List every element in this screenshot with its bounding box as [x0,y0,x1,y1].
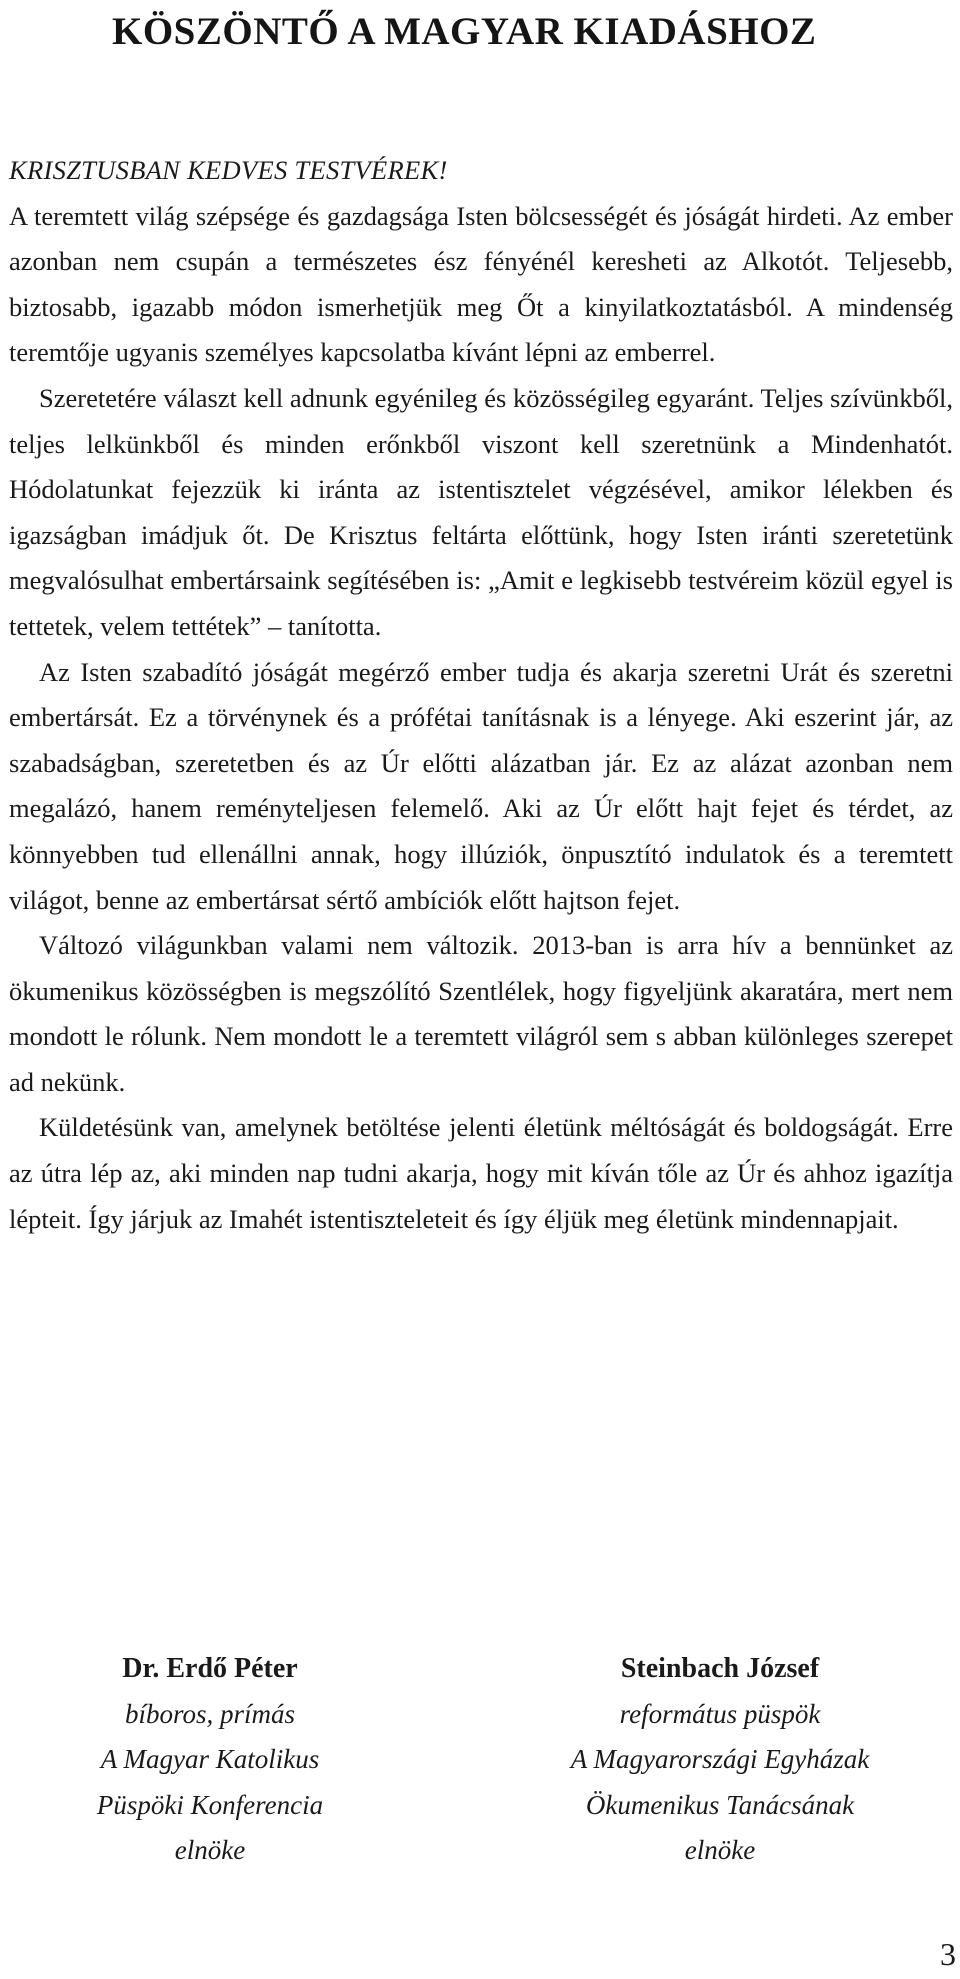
signatures [0,1646,960,1886]
signatory-title: bíboros, prímás [124,1698,296,1729]
paragraph-3: Az Isten szabadító jóságát megérző ember tudja és akarja szeretni Urát és szeretni embertársát. Ez a törvénynek és a prófétai tanításnak is a lényege. Aki eszerint jár, az szabadságban, szeretetben és az Úr előtti alázatban jár. Ez az alázat azonban nem megalázó, hanem reményteljesen felemelő. Aki az Úr előtt hajt fejet és térdet, az könnyebben tud ellenállni annak, hogy illúziók, önpusztító indulatok és a teremtett világot, benne az embertársat sértő ambíciók előtt hajtson fejet. [9,656,953,915]
signatory-title: református püspök [619,1698,821,1729]
signatory-name: Steinbach József [620,1653,820,1684]
paragraph-2: Szeretetére választ kell adnunk egyénileg és közösségileg egyaránt. Teljes szívünkből, teljes lelkünkből és minden erőnkből viszont kell szeretnünk a Mindenhatót. Hódolatunkat fejezzük ki iránta az istentisztelet végzésével, amikor lélekben és igazságban imádjuk őt. De Krisztus feltárta előttünk, hogy Isten iránti szeretetünk megvalósulhat embertársaink segítésében is: „Amit e legkisebb testvéreim közül egyel is tettetek, velem tettétek” – tanította. [9,382,953,641]
signatory-org-line: A Magyar Katolikus [100,1744,320,1774]
body-text [9,148,953,1242]
signature-left [40,1646,380,1874]
paragraph-4: Változó világunkban valami nem változik. 2013-ban is arra hív a bennünket az ökumenikus közösségben is megszólító Szentlélek, hogy figyeljünk akaratára, mert nem mondott le rólunk. Nem mondott le a teremtett világról sem s abban különleges szerepet ad nekünk. [9,930,953,1097]
salutation: KRISZTUSBAN KEDVES TESTVÉREK! [9,155,448,185]
page-number: 3 [940,1936,956,1972]
signature-right [490,1646,950,1874]
signatory-role: elnöke [174,1835,246,1865]
signatory-org-line: A Magyarországi Egyházak [570,1744,870,1774]
paragraph-5: Küldetésünk van, amelynek betöltése jelenti életünk méltóságát és boldogságát. Erre az útra lép az, aki minden nap tudni akarja, hogy mit kíván tőle az Úr és ahhoz igazítja lépteit. Így járjuk az Imahét istentiszteleteit és így éljük meg életünk mindennapjait. [9,1112,953,1234]
signatory-role: elnöke [684,1835,756,1865]
signatory-org-line: Ökumenikus Tanácsának [585,1789,855,1820]
signatory-name: Dr. Erdő Péter [122,1653,298,1684]
page-title: KÖSZÖNTŐ A MAGYAR KIADÁSHOZ [112,10,817,53]
signatory-org-line: Püspöki Konferencia [96,1789,324,1820]
paragraph-1: A teremtett világ szépsége és gazdagsága Isten bölcsességét és jóságát hirdeti. Az ember azonban nem csupán a természetes ész fényénél keresheti az Alkotót. Teljesebb, biztosabb, igazabb módon ismerhetjük meg Őt a kinyilatkoztatásból. A mindenség teremtője ugyanis személyes kapcsolatba kívánt lépni az emberrel. [9,200,953,368]
